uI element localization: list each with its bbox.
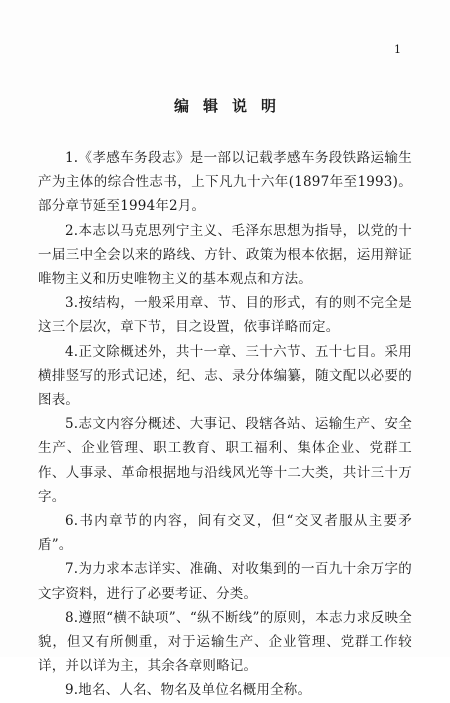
document-title: 编辑说明	[173, 97, 290, 115]
paragraph-1: 1.《孝感车务段志》是一部以记载孝感车务段铁路运输生产为主体的综合性志书，上下凡九十六年(1897年至1993)。部分章节延至1994年2月。	[38, 150, 412, 215]
page-number: 1	[394, 43, 401, 56]
paragraph-7: 7.为力求本志详实、准确、对收集到的一百九十余万字的文字资料，进行了必要考证、分类。	[38, 561, 412, 602]
paragraph-2: 2.本志以马克思列宁主义、毛泽东思想为指导，以党的十一届三中全会以来的路线、方针、政策为根本依据，运用辩证唯物主义和历史唯物主义的基本观点和方法。	[38, 222, 412, 288]
paragraph-4: 4.正文除概述外，共十一章、三十六节、五十七目。采用横排竖写的形式记述，纪、志、录分体编纂，随文配以必要的图表。	[38, 343, 412, 409]
paragraph-3: 3.按结构，一般采用章、节、目的形式，有的则不完全是这三个层次，章下节，目之设置，依事详略而定。	[38, 295, 412, 336]
paragraph-6: 6.书内章节的内容，间有交叉，但“交叉者服从主要矛盾”。	[38, 513, 412, 554]
paragraph-5: 5.志文内容分概述、大事记、段辖各站、运输生产、安全生产、企业管理、职工教育、职工福利、集体企业、党群工作、人事录、革命根据地与沿线风光等十二大类，共计三十万字。	[38, 416, 412, 505]
paragraph-8: 8.遵照“横不缺项”、“纵不断线”的原则，本志力求反映全貌，但又有所侧重，对于运输生产、企业管理、党群工作较详，并以详为主，其余各章则略记。	[38, 609, 412, 675]
paragraph-9: 9.地名、人名、物名及单位名概用全称。	[65, 682, 312, 699]
document-body	[38, 146, 412, 703]
